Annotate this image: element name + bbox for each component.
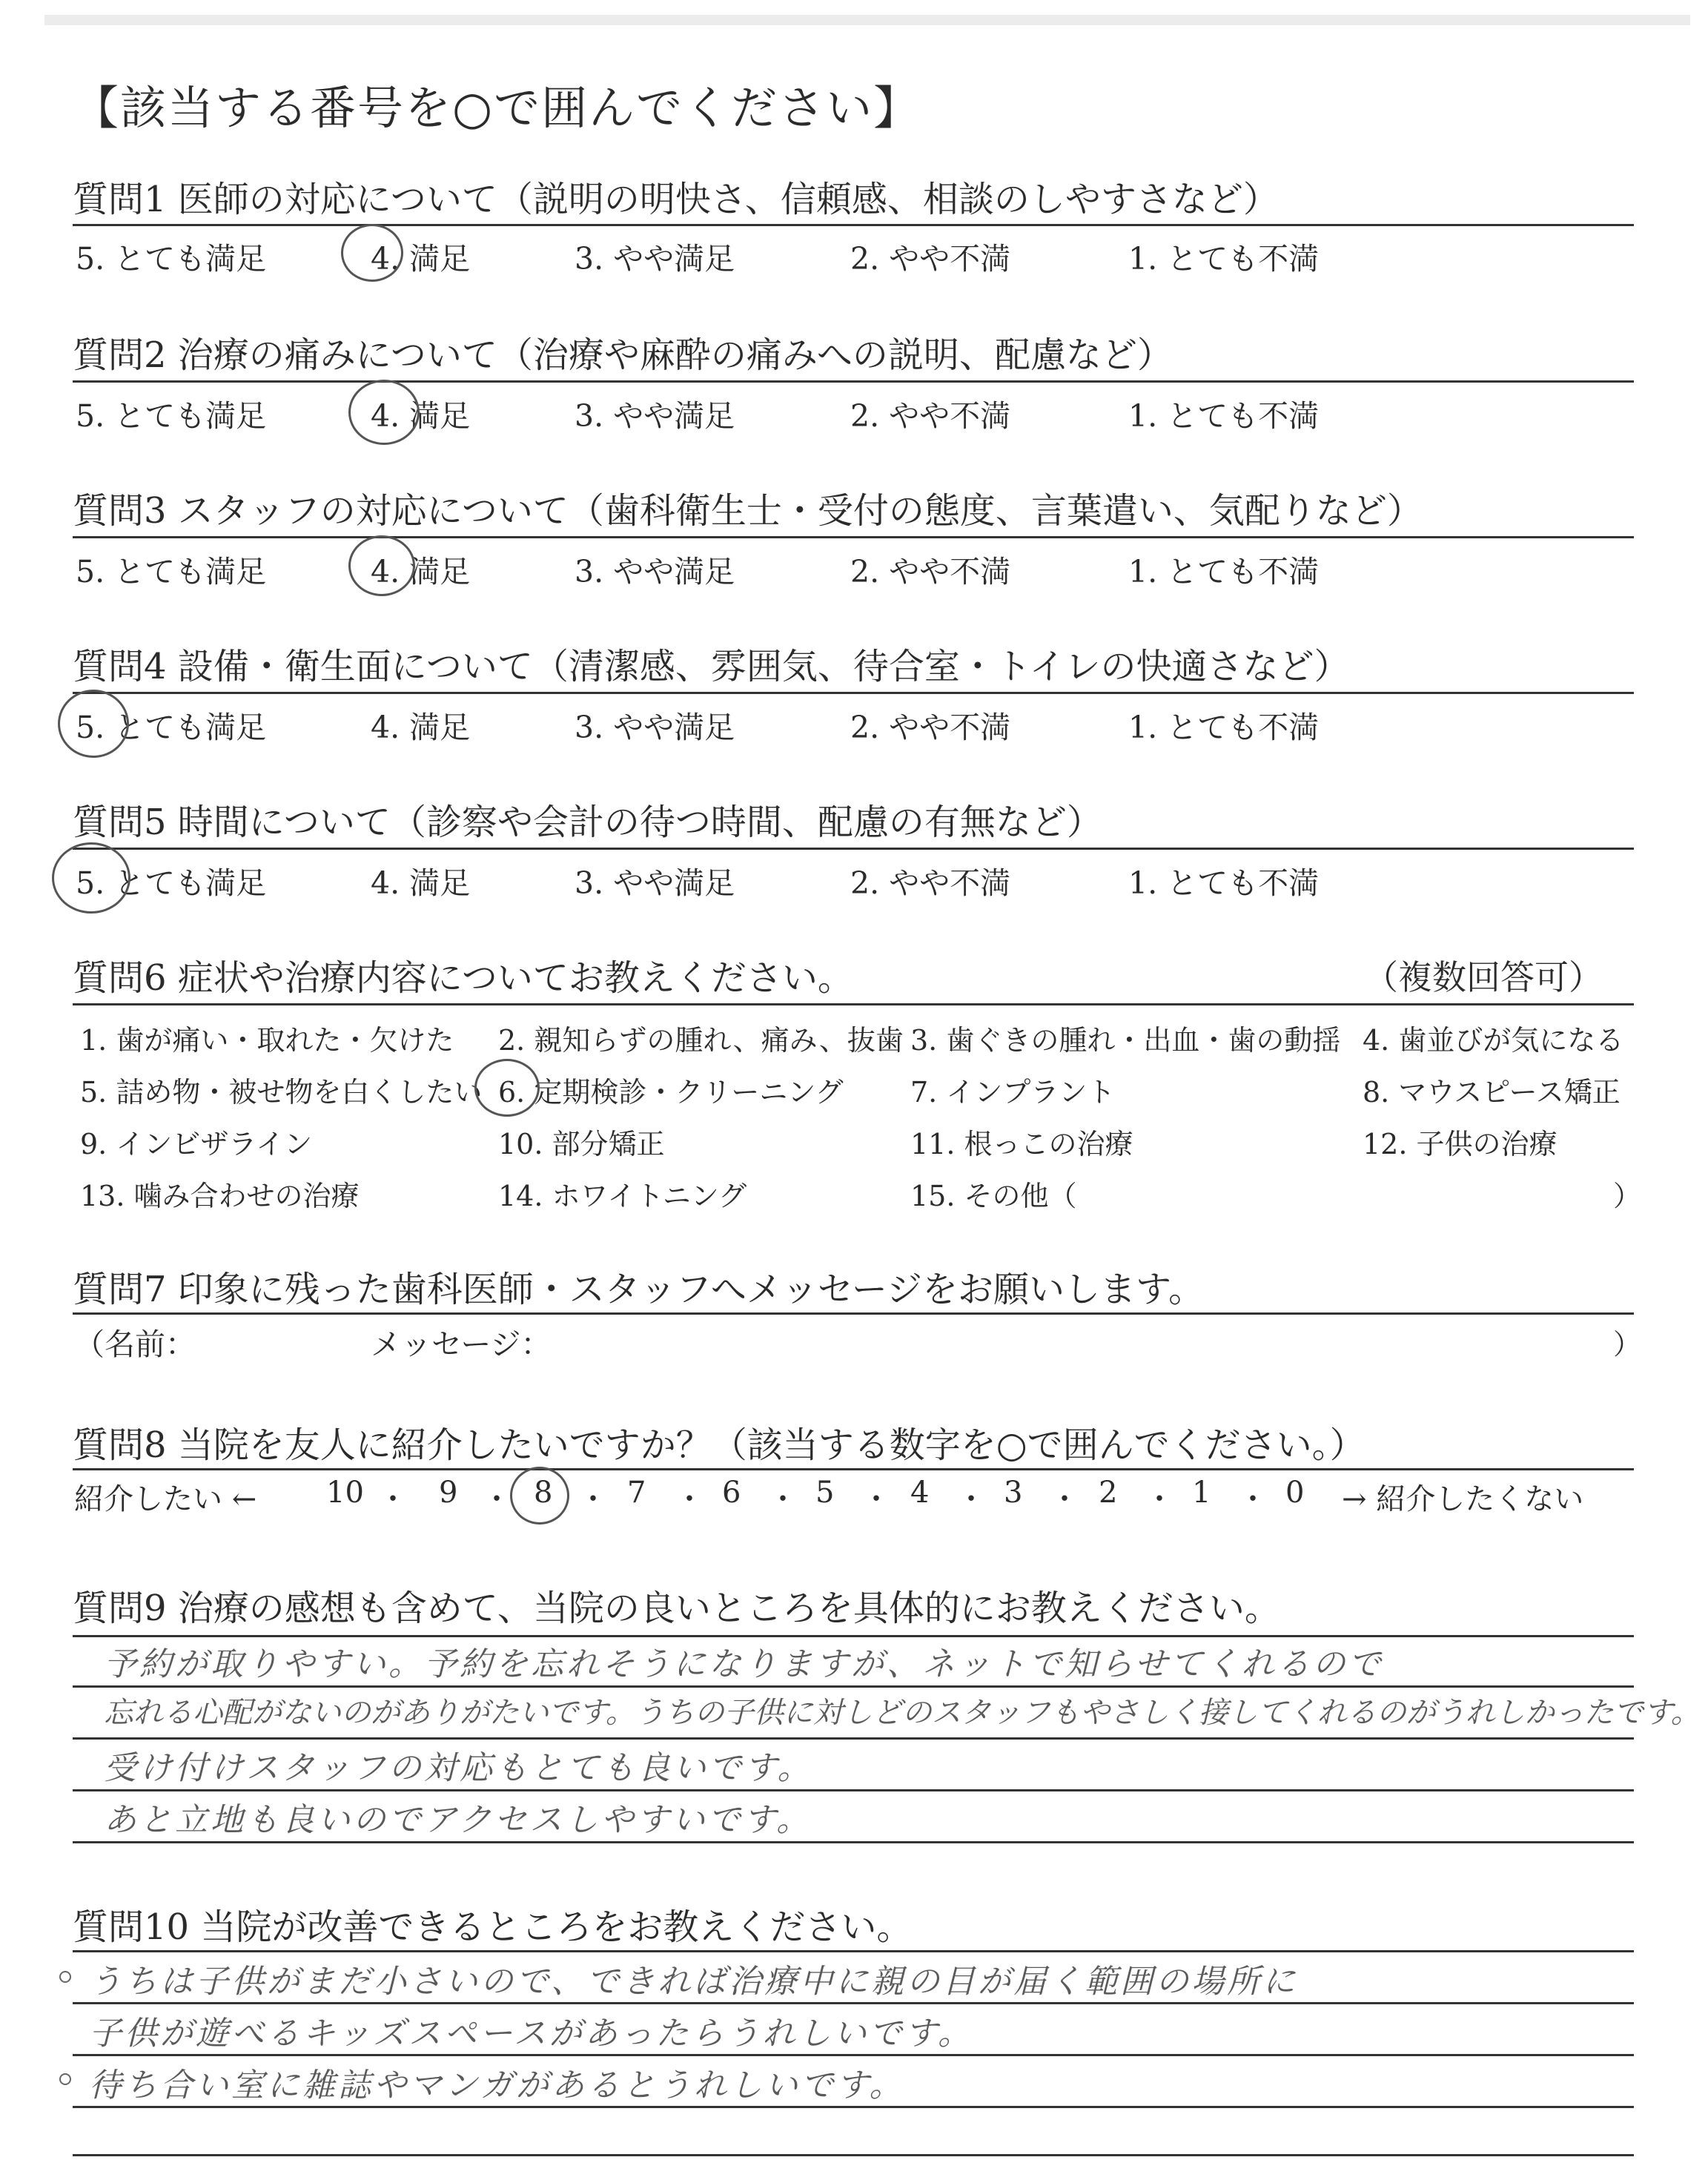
q8-dot: ・ xyxy=(482,1482,512,1516)
q8-left-label: 紹介したい ← xyxy=(74,1482,257,1516)
question-8-label: 質問8 当院を友人に紹介したいですか？（該当する数字を○で囲んでください。） xyxy=(73,1424,1366,1466)
q10-bullet-1 xyxy=(59,1971,71,1983)
q10-line-1 xyxy=(73,1950,1634,1952)
q8-dot: ・ xyxy=(1238,1482,1268,1516)
question-6-label: 質問6 症状や治療内容についてお教えください。 xyxy=(73,957,853,999)
q1-option-2[interactable]: 2. やや不満 xyxy=(850,241,1011,277)
q1-option-1[interactable]: 1. とても不満 xyxy=(1128,241,1320,277)
q6-option-5[interactable]: 5. 詰め物・被せ物を白くしたい xyxy=(80,1076,483,1109)
q5-option-2[interactable]: 2. やや不満 xyxy=(850,865,1011,901)
q8-dot: ・ xyxy=(1145,1482,1174,1516)
q3-option-4[interactable]: 4. 満足 xyxy=(371,554,471,589)
q9-line-5 xyxy=(73,1841,1634,1843)
q8-score-5[interactable]: 5 xyxy=(815,1476,835,1510)
q3-option-3[interactable]: 3. やや満足 xyxy=(575,554,735,589)
question-3-rule xyxy=(73,536,1634,538)
q7-close-paren: ） xyxy=(1613,1328,1642,1361)
q10-bullet-2 xyxy=(59,2073,71,2085)
q5-option-5[interactable]: 5. とても満足 xyxy=(76,865,267,901)
question-1-label: 質問1 医師の対応について（説明の明快さ、信頼感、相談のしやすさなど） xyxy=(73,179,1279,220)
question-8-rule xyxy=(73,1468,1634,1470)
question-4-label: 質問4 設備・衛生面について（清潔感、雰囲気、待合室・トイレの快適さなど） xyxy=(73,646,1350,687)
q6-option-10[interactable]: 10. 部分矯正 xyxy=(498,1128,665,1160)
question-10-label: 質問10 当院が改善できるところをお教えください。 xyxy=(73,1906,913,1948)
q3-option-5[interactable]: 5. とても満足 xyxy=(76,554,267,589)
q3-answer-circle xyxy=(348,535,415,596)
q6-other-close-paren: ） xyxy=(1613,1180,1642,1212)
q8-score-0[interactable]: 0 xyxy=(1285,1476,1305,1510)
q2-option-3[interactable]: 3. やや満足 xyxy=(575,398,735,434)
q6-option-8[interactable]: 8. マウスピース矯正 xyxy=(1363,1076,1621,1109)
q8-score-7[interactable]: 7 xyxy=(627,1476,646,1510)
question-9-label: 質問9 治療の感想も含めて、当院の良いところを具体的にお教えください。 xyxy=(73,1588,1280,1629)
q4-answer-circle xyxy=(58,690,129,758)
q8-score-6[interactable]: 6 xyxy=(722,1476,741,1510)
instructions-title: 【該当する番号を○で囲んでください】 xyxy=(73,81,921,135)
q8-right-label: → 紹介したくない xyxy=(1342,1482,1584,1516)
q8-dot: ・ xyxy=(768,1482,798,1516)
q8-score-4[interactable]: 4 xyxy=(910,1476,930,1510)
q3-option-2[interactable]: 2. やや不満 xyxy=(850,554,1011,589)
q9-handwritten-line-2: 忘れる心配がないのがありがたいです。うちの子供に対しどのスタッフもやさしく接してくれるのがうれしかったです。 xyxy=(104,1696,1701,1730)
q10-handwritten-line-3: 待ち合い室に雑誌やマンガがあるとうれしいです。 xyxy=(89,2067,905,2104)
q6-option-9[interactable]: 9. インビザライン xyxy=(80,1128,313,1160)
question-5-label: 質問5 時間について（診察や会計の待つ時間、配慮の有無など） xyxy=(73,802,1102,843)
q9-handwritten-line-3: 受け付けスタッフの対応もとても良いです。 xyxy=(104,1749,813,1787)
q8-dot: ・ xyxy=(1050,1482,1079,1516)
q9-line-3 xyxy=(73,1737,1634,1740)
q5-option-3[interactable]: 3. やや満足 xyxy=(575,865,735,901)
question-7-rule xyxy=(73,1312,1634,1315)
question-5-rule xyxy=(73,848,1634,850)
question-2-rule xyxy=(73,380,1634,383)
q5-option-1[interactable]: 1. とても不満 xyxy=(1128,865,1320,901)
q7-message-label: メッセージ： xyxy=(371,1327,552,1362)
q8-score-10[interactable]: 10 xyxy=(326,1476,364,1510)
q1-option-4[interactable]: 4. 満足 xyxy=(371,241,471,277)
q6-option-1[interactable]: 1. 歯が痛い・取れた・欠けた xyxy=(80,1024,454,1057)
q1-option-5[interactable]: 5. とても満足 xyxy=(76,241,267,277)
q9-handwritten-line-4: あと立地も良いのでアクセスしやすいです。 xyxy=(104,1801,812,1839)
q1-option-3[interactable]: 3. やや満足 xyxy=(575,241,735,277)
q4-option-1[interactable]: 1. とても不満 xyxy=(1128,710,1320,745)
q8-score-3[interactable]: 3 xyxy=(1004,1476,1023,1510)
question-6-rule xyxy=(73,1003,1634,1005)
question-3-label: 質問3 スタッフの対応について（歯科衛生士・受付の態度、言葉遣い、気配りなど） xyxy=(73,490,1423,532)
q6-option-4[interactable]: 4. 歯並びが気になる xyxy=(1363,1024,1624,1057)
q8-score-2[interactable]: 2 xyxy=(1099,1476,1118,1510)
q2-option-1[interactable]: 1. とても不満 xyxy=(1128,398,1320,434)
q9-line-2 xyxy=(73,1685,1634,1688)
q5-option-4[interactable]: 4. 満足 xyxy=(371,865,471,901)
q9-handwritten-line-1: 予約が取りやすい。予約を忘れそうになりますが、ネットで知らせてくれるので xyxy=(104,1645,1384,1683)
q8-answer-circle xyxy=(510,1467,569,1525)
q8-score-8[interactable]: 8 xyxy=(534,1476,553,1510)
q8-dot: ・ xyxy=(675,1482,704,1516)
q2-answer-circle xyxy=(348,380,420,445)
q10-line-2 xyxy=(73,2002,1634,2004)
q6-answer-circle xyxy=(474,1059,540,1117)
q6-option-7[interactable]: 7. インプラント xyxy=(910,1076,1116,1109)
q6-option-13[interactable]: 13. 噛み合わせの治療 xyxy=(80,1180,360,1212)
q4-option-2[interactable]: 2. やや不満 xyxy=(850,710,1011,745)
q8-score-1[interactable]: 1 xyxy=(1192,1476,1211,1510)
q8-dot: ・ xyxy=(378,1482,408,1516)
q3-option-1[interactable]: 1. とても不満 xyxy=(1128,554,1320,589)
q10-line-4 xyxy=(73,2106,1634,2108)
q8-dot: ・ xyxy=(861,1482,891,1516)
q9-line-4 xyxy=(73,1789,1634,1791)
q6-option-11[interactable]: 11. 根っこの治療 xyxy=(910,1128,1133,1160)
q10-line-3 xyxy=(73,2054,1634,2056)
question-7-label: 質問7 印象に残った歯科医師・スタッフへメッセージをお願いします。 xyxy=(73,1269,1205,1310)
q4-option-5[interactable]: 5. とても満足 xyxy=(76,710,267,745)
q7-name-label: （名前： xyxy=(74,1327,196,1362)
q4-option-3[interactable]: 3. やや満足 xyxy=(575,710,735,745)
question-2-label: 質問2 治療の痛みについて（治療や麻酔の痛みへの説明、配慮など） xyxy=(73,334,1173,376)
q6-option-12[interactable]: 12. 子供の治療 xyxy=(1363,1128,1558,1160)
q6-option-6[interactable]: 6. 定期検診・クリーニング xyxy=(498,1076,844,1109)
q6-option-15[interactable]: 15. その他（ xyxy=(910,1180,1077,1212)
q2-option-4[interactable]: 4. 満足 xyxy=(371,398,471,434)
question-6-note: （複数回答可） xyxy=(1364,957,1603,997)
q2-option-5[interactable]: 5. とても満足 xyxy=(76,398,267,434)
q1-answer-circle xyxy=(341,224,403,282)
q2-option-2[interactable]: 2. やや不満 xyxy=(850,398,1011,434)
question-1-rule xyxy=(73,224,1634,226)
q6-option-2[interactable]: 2. 親知らずの腫れ、痛み、抜歯 xyxy=(498,1024,904,1057)
q10-handwritten-line-1: うちは子供がまだ小さいので、できれば治療中に親の目が届く範囲の場所に xyxy=(89,1963,1299,2001)
question-4-rule xyxy=(73,692,1634,694)
q10-handwritten-line-2: 子供が遊べるキッズスペースがあったらうれしいです。 xyxy=(89,2015,973,2052)
q6-option-14[interactable]: 14. ホワイトニング xyxy=(498,1180,747,1212)
q4-option-4[interactable]: 4. 満足 xyxy=(371,710,471,745)
q10-line-5 xyxy=(73,2154,1634,2156)
q8-dot: ・ xyxy=(956,1482,986,1516)
scan-top-edge xyxy=(44,15,1690,25)
q8-score-9[interactable]: 9 xyxy=(439,1476,458,1510)
q5-answer-circle xyxy=(52,842,130,914)
q8-dot: ・ xyxy=(578,1482,608,1516)
q6-option-3[interactable]: 3. 歯ぐきの腫れ・出血・歯の動揺 xyxy=(910,1024,1341,1057)
